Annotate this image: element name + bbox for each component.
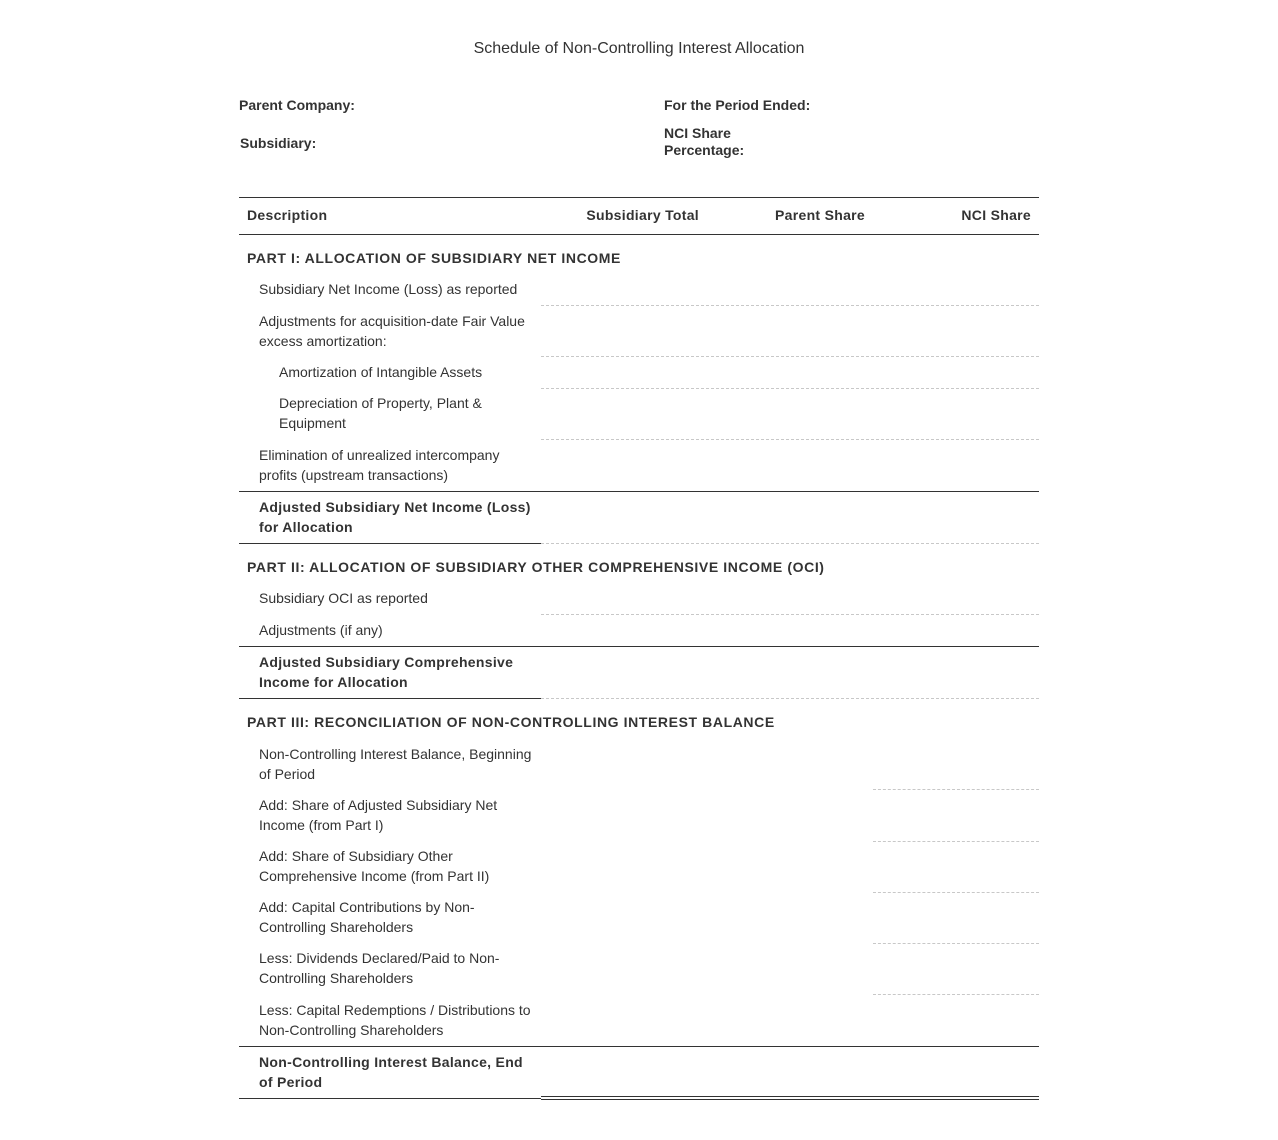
part2-total: Adjusted Subsidiary Comprehensive Income for Allocation (259, 654, 514, 690)
entry-line (541, 305, 1039, 306)
subtotal-rule (239, 491, 1039, 492)
part3-row: Add: Capital Contributions by Non-Controlling Shareholders (259, 899, 475, 935)
header-bottom-rule (239, 234, 1039, 235)
column-header-parent-share: Parent Share (775, 207, 865, 223)
double-underline-top (541, 1096, 1039, 1097)
document-title: Schedule of Non-Controlling Interest Allocation (473, 40, 805, 57)
part3-heading: PART III: RECONCILIATION OF NON-CONTROLLING INTEREST BALANCE (247, 714, 775, 730)
part1-heading: PART I: ALLOCATION OF SUBSIDIARY NET INCOME (247, 250, 621, 266)
double-underline-bottom (541, 1099, 1039, 1100)
column-header-subsidiary-total: Subsidiary Total (586, 207, 699, 223)
part3-row: Add: Share of Subsidiary Other Comprehensive Income (from Part II) (259, 848, 490, 884)
subsidiary-label: Subsidiary: (240, 135, 317, 151)
entry-line (541, 698, 1039, 699)
total-underline (239, 698, 541, 699)
nci-share-label-line1: NCI Share (664, 125, 731, 141)
part3-row: Add: Share of Adjusted Subsidiary Net Income (from Part I) (259, 797, 498, 833)
part2-heading: PART II: ALLOCATION OF SUBSIDIARY OTHER COMPREHENSIVE INCOME (OCI) (247, 559, 825, 575)
entry-line (873, 943, 1039, 944)
period-ended-label: For the Period Ended: (664, 97, 811, 113)
total-underline (239, 1098, 541, 1099)
parent-company-label: Parent Company: (239, 97, 355, 113)
entry-line (873, 892, 1039, 893)
total-underline (239, 543, 541, 544)
subtotal-rule (239, 1046, 1039, 1047)
part3-total: Non-Controlling Interest Balance, End of Period (259, 1054, 523, 1090)
column-header-nci-share: NCI Share (961, 207, 1031, 223)
part3-row: Non-Controlling Interest Balance, Beginning of Period (259, 746, 532, 782)
part1-row: Amortization of Intangible Assets (279, 364, 483, 380)
part1-total: Adjusted Subsidiary Net Income (Loss) for Allocation (259, 499, 531, 535)
part2-row: Subsidiary OCI as reported (259, 590, 428, 606)
column-header-description: Description (247, 207, 328, 223)
part1-row: Elimination of unrealized intercompany profits (upstream transactions) (259, 447, 500, 483)
table-top-rule (239, 197, 1039, 198)
subtotal-rule (239, 646, 1039, 647)
part1-row: Adjustments for acquisition-date Fair Value excess amortization: (259, 313, 525, 349)
entry-line (541, 439, 1039, 440)
entry-line (541, 388, 1039, 389)
entry-line (541, 543, 1039, 544)
entry-line (541, 614, 1039, 615)
entry-line (873, 994, 1039, 995)
part1-row: Subsidiary Net Income (Loss) as reported (259, 281, 518, 297)
part1-row: Depreciation of Property, Plant & Equipment (279, 395, 482, 431)
entry-line (873, 789, 1039, 790)
nci-share-label-line2: Percentage: (664, 142, 745, 158)
part3-row: Less: Capital Redemptions / Distributions to Non-Controlling Shareholders (259, 1002, 531, 1038)
part2-row: Adjustments (if any) (259, 622, 383, 638)
entry-line (873, 841, 1039, 842)
entry-line (541, 356, 1039, 357)
part3-row: Less: Dividends Declared/Paid to Non-Controlling Shareholders (259, 950, 500, 986)
